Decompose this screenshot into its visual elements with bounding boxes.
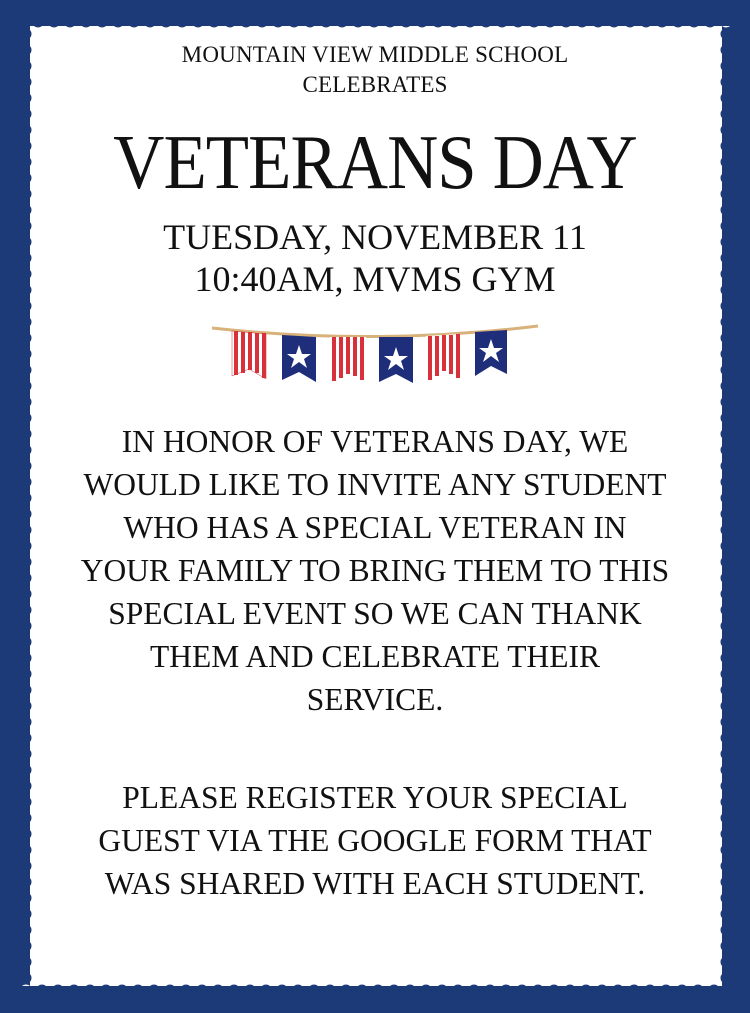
registration-line: WAS SHARED WITH EACH STUDENT. — [104, 866, 646, 901]
school-line: MOUNTAIN VIEW MIDDLE SCHOOL — [181, 42, 569, 67]
school-line: CELEBRATES — [302, 72, 448, 97]
registration-line: PLEASE REGISTER YOUR SPECIAL — [122, 780, 628, 815]
event-title: VETERANS DAY — [113, 119, 637, 205]
registration-text — [34, 776, 716, 905]
school-heading — [34, 40, 716, 100]
invitation-line: YOUR FAMILY TO BRING THEM TO THIS — [80, 553, 670, 588]
event-date-location — [34, 216, 716, 300]
pennant-star — [475, 330, 507, 376]
invitation-line: THEM AND CELEBRATE THEIR — [149, 639, 601, 674]
event-time-location: 10:40AM, MVMS GYM — [194, 259, 556, 299]
flyer-content — [34, 34, 716, 979]
patriotic-bunting-icon — [210, 322, 540, 392]
registration-line: GUEST VIA THE GOOGLE FORM THAT — [98, 823, 652, 858]
invitation-line: IN HONOR OF VETERANS DAY, WE — [121, 424, 629, 459]
invitation-line: SPECIAL EVENT SO WE CAN THANK — [108, 596, 642, 631]
pennant-star — [379, 337, 413, 383]
invitation-line: SERVICE. — [306, 682, 444, 717]
pennant-stripes — [232, 331, 266, 379]
invitation-line: WOULD LIKE TO INVITE ANY STUDENT — [83, 467, 667, 502]
event-date: TUESDAY, NOVEMBER 11 — [163, 217, 587, 257]
pennant-stripes — [426, 334, 460, 380]
pennant-star — [282, 335, 316, 382]
invitation-text — [34, 420, 716, 721]
pennant-stripes — [330, 337, 366, 382]
invitation-line: WHO HAS A SPECIAL VETERAN IN — [123, 510, 627, 545]
